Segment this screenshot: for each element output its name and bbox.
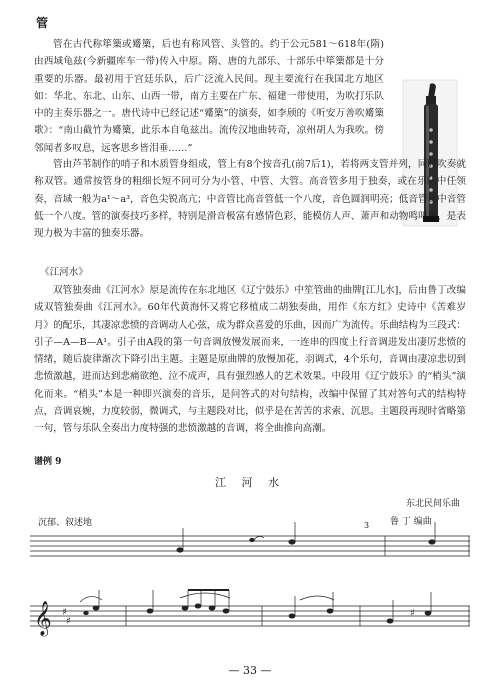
score-origin: 东北民间乐曲 — [406, 499, 461, 509]
svg-text:♯: ♯ — [62, 607, 67, 618]
score-arranger: 鲁 丁 编曲 — [390, 517, 432, 527]
score-title: 江 河 水 — [215, 476, 285, 489]
measure-number: 3 — [364, 521, 370, 530]
piece-description-paragraph: 双管独奏曲《江河水》原是流传在东北地区《辽宁鼓乐》中笙管曲的曲牌[江儿水]，后由鲁丁改编成双管独奏曲《江河水》。60年代黄海怀又将它移植成二胡独奏曲，用作《东方红》史诗中《苦难岁月》的配乐，其凄凉悲愤的音调动人心弦，成为群众喜爱的乐曲，因而广为流传。乐曲结构为三段式：引子—A—B—A¹。引子由A段的第一句音调放慢发展而来，一连串的四度上行音调进发出凄厉悲愤的情绪，随后旋律渐次下降引出主题。主题是原曲牌的放慢加花，羽调式，4个乐句，音调由凄凉悲切到悲愤激越，进而达到悲痛欲绝、泣不成声，具有强烈感人的艺术效果。中段用《辽宁鼓乐》的“梢头”演化而来。“梢头”本是一种即兴演奏的音乐，是问答式的对句结构，改编中保留了其对答句式的结构特点，音调哀婉，力度较弱，微调式，与主题段对比，似乎是在苦苦的求索、沉思。主题段再现时省略第一句，管与乐队全奏出力度特强的悲愤激越的音调，将全曲推向高潮。 — [34, 285, 466, 435]
music-score-excerpt — [30, 520, 470, 670]
svg-text:♯: ♯ — [410, 608, 415, 619]
treble-clef-icon: 𝄞 — [34, 601, 52, 636]
intro-paragraph: 管在古代称筚篥或觱篥，后也有称风管、头管的。约于公元581～618年(隋)由西域龟兹(今新疆库车一带)传入中原。隋、唐的九部乐、十部乐中筚篥都是十分重要的乐器。最初用于宫廷乐队，后广泛流入民间。现主要流行在我国北方地区如：华北、东北、山东、山西一带，南方主要在广东、福建一带使用，为吹打乐队中的主奏乐器之一。唐代诗中已经记述“觱篥”的演奏，如李颀的《听安万善吹觱篥歌》：“南山截竹为觱篥，此乐本自龟兹出。流传汉地曲转奇，凉州胡人为我吹。傍邻闻者多叹息，远客思乡皆泪垂……” — [34, 39, 384, 154]
svg-text:♯: ♯ — [66, 616, 71, 627]
page-number: — 33 — — [228, 664, 272, 677]
score-example-label: 谱例 9 — [34, 457, 62, 467]
section-heading: 管 — [36, 16, 49, 30]
tempo-marking: 沉郁、叙述地 — [38, 518, 93, 528]
piece-title: 《江河水》 — [40, 267, 88, 278]
staff-notes-2 — [62, 590, 469, 627]
construction-paragraph: 管由芦苇制作的哨子和木质管身组成，管上有8个按音孔(前7后1)，若将两支管并列，同时吹奏就称双管。通常按管身的粗细长短不同可分为小管、中管、大管。高音管多用于独奏，或在乐队中任领奏，音域一般为a¹～a³，音色尖锐高亢；中音管比高音管低一个八度，音色圆润明亮；低音管比中音管低一个八度。管的演奏技巧多样，特别是滑音极富有感情色彩，能模仿人声、萧声和动物鸣叫声，是表现力极为丰富的独奏乐器。 — [34, 159, 466, 240]
